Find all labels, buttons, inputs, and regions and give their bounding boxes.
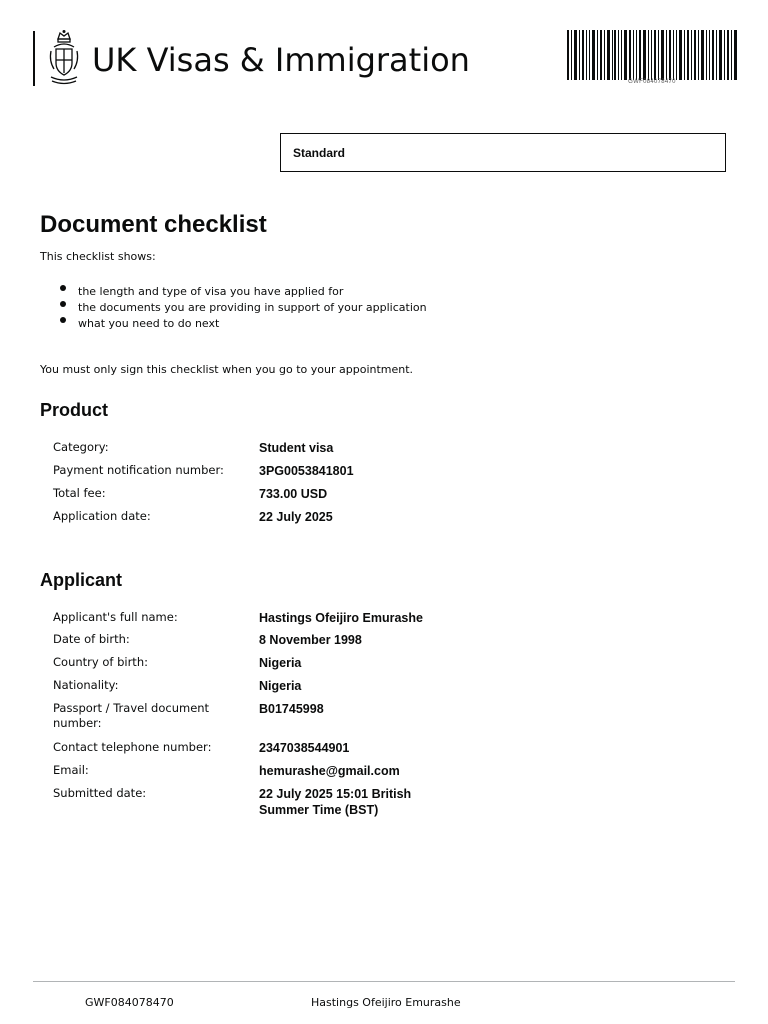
- full-name-value: Hastings Ofeijiro Emurashe: [259, 611, 423, 625]
- intro-lead: This checklist shows:: [40, 250, 156, 263]
- telephone-value: 2347038544901: [259, 741, 350, 755]
- applicant-heading: Applicant: [40, 570, 123, 590]
- brand-divider: [33, 31, 35, 86]
- application-date-value: 22 July 2025: [259, 510, 333, 524]
- barcode-number: GWF084078470: [628, 79, 676, 85]
- telephone-label: Contact telephone number:: [53, 740, 212, 754]
- total-fee-label: Total fee:: [53, 486, 106, 500]
- footer-divider: [33, 981, 735, 982]
- footer-reference: GWF084078470: [85, 996, 174, 1009]
- submitted-date-value: 22 July 2025 15:01 British Summer Time (BST): [259, 787, 412, 817]
- product-heading: Product: [40, 400, 109, 420]
- full-name-label: Applicant's full name:: [53, 610, 178, 624]
- brand-title: UK Visas & Immigration: [92, 41, 470, 79]
- category-value: Student visa: [259, 441, 334, 455]
- date-of-birth-value: 8 November 1998: [259, 633, 362, 647]
- sign-note: You must only sign this checklist when you go to your appointment.: [40, 363, 414, 376]
- nationality-label: Nationality:: [53, 678, 119, 692]
- bullet-item: the documents you are providing in support of your application: [56, 300, 427, 316]
- email-value: hemurashe@gmail.com: [259, 764, 400, 778]
- country-of-birth-value: Nigeria: [259, 656, 302, 670]
- service-type-label: Standard: [293, 146, 346, 160]
- checklist-bullets: [56, 284, 427, 332]
- country-of-birth-label: Country of birth:: [53, 655, 148, 669]
- passport-number-value: B01745998: [259, 702, 324, 716]
- application-date-label: Application date:: [53, 509, 151, 523]
- royal-crest-icon: [48, 29, 80, 87]
- service-type-box: [280, 133, 726, 172]
- category-label: Category:: [53, 440, 109, 454]
- payment-number-value: 3PG0053841801: [259, 464, 354, 478]
- bullet-item: what you need to do next: [56, 316, 427, 332]
- total-fee-value: 733.00 USD: [259, 487, 328, 501]
- payment-number-label: Payment notification number:: [53, 463, 224, 477]
- date-of-birth-label: Date of birth:: [53, 632, 130, 646]
- bullet-item: the length and type of visa you have applied for: [56, 284, 427, 300]
- page-title: Document checklist: [40, 211, 267, 238]
- submitted-date-label: Submitted date:: [53, 786, 147, 800]
- barcode: [567, 30, 737, 80]
- nationality-value: Nigeria: [259, 679, 302, 693]
- footer-applicant-name: Hastings Ofeijiro Emurashe: [311, 996, 461, 1009]
- passport-number-label: Passport / Travel document number:: [53, 701, 210, 730]
- email-label: Email:: [53, 763, 89, 777]
